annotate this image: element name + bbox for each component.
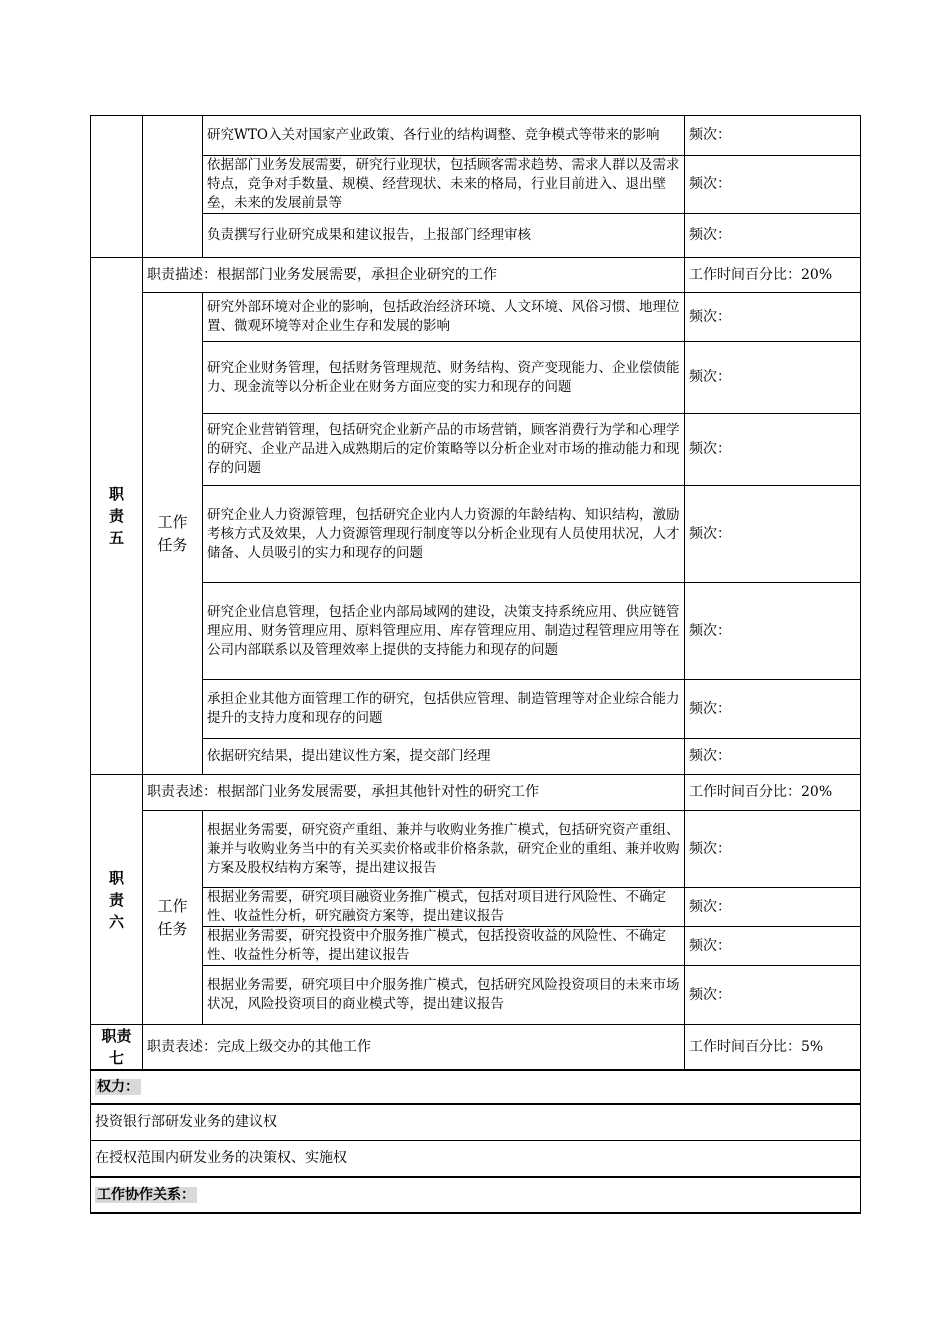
task-text: 依据研究结果，提出建议性方案，提交部门经理 xyxy=(203,739,685,775)
duty-table xyxy=(90,115,861,1214)
task-text: 根据业务需要，研究项目融资业务推广模式，包括对项目进行风险性、不确定性、收益性分析，研究融资方案等，提出建议报告 xyxy=(203,888,685,927)
task-row xyxy=(91,156,861,214)
power-item-row xyxy=(91,1140,861,1177)
task-text: 研究WTO入关对国家产业政策、各行业的结构调整、竞争模式等带来的影响 xyxy=(203,116,685,156)
duty-6-task-label: 工作 任务 xyxy=(143,811,203,1025)
task-text: 研究企业财务管理，包括财务管理规范、财务结构、资产变现能力、企业偿债能力、现金流等以分析企业在财务方面应变的实力和现存的问题 xyxy=(203,342,685,414)
frequency-field[interactable]: 频次： xyxy=(685,680,861,739)
frequency-field[interactable]: 频次： xyxy=(685,888,861,927)
frequency-field[interactable]: 频次： xyxy=(685,486,861,583)
duty-label-cell-top xyxy=(91,116,143,258)
section-header-row xyxy=(91,1177,861,1213)
task-row xyxy=(91,293,861,342)
task-row xyxy=(91,214,861,258)
power-item: 投资银行部研发业务的建议权 xyxy=(91,1104,861,1140)
frequency-field[interactable]: 频次： xyxy=(685,293,861,342)
duty-description-row xyxy=(91,1025,861,1071)
task-text: 根据业务需要，研究项目中介服务推广模式，包括研究风险投资项目的未来市场状况，风险投资项目的商业模式等，提出建议报告 xyxy=(203,966,685,1025)
power-item-row xyxy=(91,1104,861,1140)
task-row xyxy=(91,888,861,927)
power-section-title: 权力： xyxy=(91,1070,861,1104)
duty-7-time-percentage: 工作时间百分比：5% xyxy=(685,1025,861,1071)
task-row xyxy=(91,966,861,1025)
duty-description-row xyxy=(91,258,861,293)
frequency-field[interactable]: 频次： xyxy=(685,116,861,156)
frequency-field[interactable]: 频次： xyxy=(685,342,861,414)
frequency-field[interactable]: 频次： xyxy=(685,414,861,486)
duty-description-row xyxy=(91,775,861,811)
frequency-field[interactable]: 频次： xyxy=(685,214,861,258)
duty-5-label: 职 责 五 xyxy=(91,258,143,775)
task-row xyxy=(91,680,861,739)
duty-5-task-label: 工作 任务 xyxy=(143,293,203,775)
task-row xyxy=(91,116,861,156)
task-text: 研究企业信息管理，包括企业内部局域网的建设，决策支持系统应用、供应链管理应用、财务管理应用、原料管理应用、库存管理应用、制造过程管理应用等在公司内部联系以及管理效率上提供的支持能力和现存的问题 xyxy=(203,583,685,680)
power-item: 在授权范围内研发业务的决策权、实施权 xyxy=(91,1140,861,1177)
duty-6-label: 职 责 六 xyxy=(91,775,143,1025)
frequency-field[interactable]: 频次： xyxy=(685,811,861,888)
cooperation-section-title: 工作协作关系： xyxy=(91,1177,861,1213)
task-text: 依据部门业务发展需要，研究行业现状，包括顾客需求趋势、需求人群以及需求特点，竞争对手数量、规模、经营现状、未来的格局，行业目前进入、退出壁垒，未来的发展前景等 xyxy=(203,156,685,214)
task-text: 承担企业其他方面管理工作的研究，包括供应管理、制造管理等对企业综合能力提升的支持力度和现存的问题 xyxy=(203,680,685,739)
task-text: 根据业务需要，研究投资中介服务推广模式，包括投资收益的风险性、不确定性、收益性分析等，提出建议报告 xyxy=(203,927,685,966)
frequency-field[interactable]: 频次： xyxy=(685,966,861,1025)
frequency-field[interactable]: 频次： xyxy=(685,156,861,214)
task-text: 负责撰写行业研究成果和建议报告，上报部门经理审核 xyxy=(203,214,685,258)
frequency-field[interactable]: 频次： xyxy=(685,583,861,680)
task-row xyxy=(91,811,861,888)
duty-5-time-percentage: 工作时间百分比：20% xyxy=(685,258,861,293)
task-row xyxy=(91,739,861,775)
frequency-field[interactable]: 频次： xyxy=(685,927,861,966)
duty-5-description: 职责描述：根据部门业务发展需要，承担企业研究的工作 xyxy=(143,258,685,293)
frequency-field[interactable]: 频次： xyxy=(685,739,861,775)
task-text: 研究企业营销管理，包括研究企业新产品的市场营销，顾客消费行为学和心理学的研究、企业产品进入成熟期后的定价策略等以分析企业对市场的推动能力和现存的问题 xyxy=(203,414,685,486)
task-row xyxy=(91,414,861,486)
task-text: 研究企业人力资源管理，包括研究企业内人力资源的年龄结构、知识结构，激励考核方式及效果，人力资源管理现行制度等以分析企业现有人员使用状况，人才储备、人员吸引的实力和现存的问题 xyxy=(203,486,685,583)
task-text: 研究外部环境对企业的影响，包括政治经济环境、人文环境、风俗习惯、地理位置、微观环境等对企业生存和发展的影响 xyxy=(203,293,685,342)
duty-6-description: 职责表述：根据部门业务发展需要，承担其他针对性的研究工作 xyxy=(143,775,685,811)
task-row xyxy=(91,486,861,583)
job-description-sheet xyxy=(90,115,860,1214)
task-row xyxy=(91,342,861,414)
task-text: 根据业务需要，研究资产重组、兼并与收购业务推广模式，包括研究资产重组、兼并与收购业务当中的有关买卖价格或非价格条款，研究企业的重组、兼并收购方案及股权结构方案等，提出建议报告 xyxy=(203,811,685,888)
task-row xyxy=(91,583,861,680)
duty-6-time-percentage: 工作时间百分比：20% xyxy=(685,775,861,811)
sub-label-cell-top xyxy=(143,116,203,258)
task-row xyxy=(91,927,861,966)
duty-7-label: 职责 七 xyxy=(91,1025,143,1071)
duty-7-description: 职责表述：完成上级交办的其他工作 xyxy=(143,1025,685,1071)
section-header-row xyxy=(91,1070,861,1104)
